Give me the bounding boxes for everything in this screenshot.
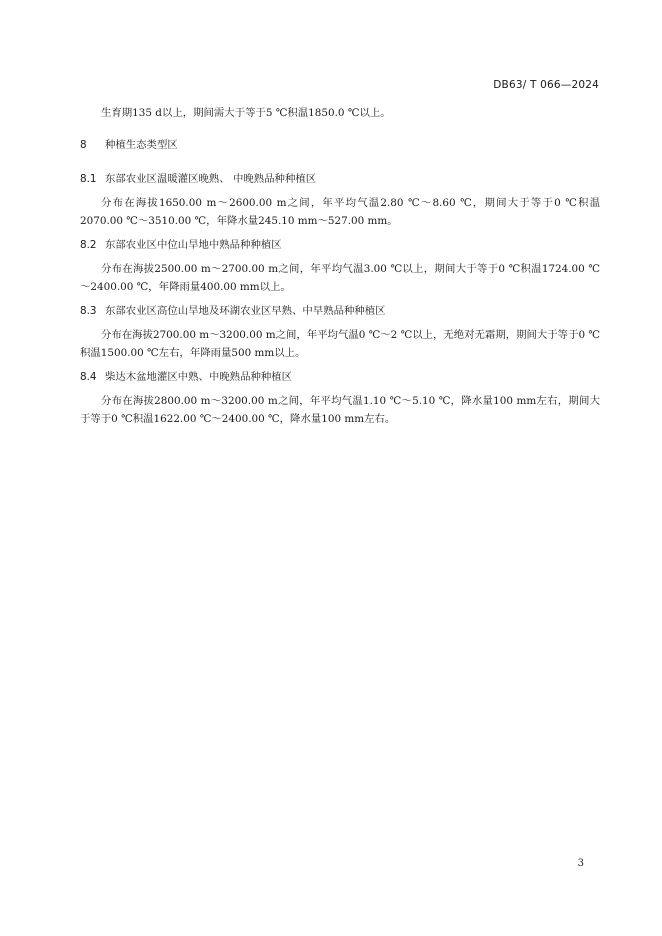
section-number: 8 — [80, 139, 87, 151]
subsection-body: 分布在海拔1650.00 m～2600.00 m之间，年平均气温2.80 ℃～8.60 ℃，期间大于等于0 ℃积温2070.00 ℃～3510.00 ℃，年降水量245.10 mm～527.00 mm。 — [80, 197, 600, 227]
subsection-number: 8.3 — [80, 305, 97, 317]
subsection-heading — [80, 368, 600, 386]
subsection-heading — [80, 236, 600, 254]
subsection-body: 分布在海拔2700.00 m～3200.00 m之间，年平均气温0 ℃～2 ℃以上，无绝对无霜期，期间大于等于0 ℃积温1500.00 ℃左右，年降雨量500 mm以上。 — [80, 329, 600, 359]
section-heading — [80, 136, 600, 154]
subsection-title: 东部农业区温暖灌区晚熟、 中晚熟品种种植区 — [105, 173, 317, 185]
page-number: 3 — [577, 858, 584, 869]
subsection-number: 8.4 — [80, 371, 97, 383]
subsection-body: 分布在海拔2500.00 m～2700.00 m之间，年平均气温3.00 ℃以上，期间大于等于0 ℃积温1724.00 ℃～2400.00 ℃，年降雨量400.00 mm以上。 — [80, 263, 600, 293]
subsection-title: 柴达木盆地灌区中熟、中晚熟品种种植区 — [105, 371, 293, 383]
subsection-number: 8.1 — [80, 173, 97, 185]
standard-code: DB63/ T 066—2024 — [493, 79, 599, 91]
section-title: 种植生态类型区 — [105, 139, 178, 151]
subsection-body: 分布在海拔2800.00 m～3200.00 m之间，年平均气温1.10 ℃～5.10 ℃，降水量100 mm左右，期间大于等于0 ℃积温1622.00 ℃～2400.00 ℃，降水量100 mm左右。 — [80, 395, 600, 425]
intro-paragraph: 生育期135 d以上，期间需大于等于5 ℃积温1850.0 ℃以上。 — [101, 107, 391, 119]
document-body — [80, 104, 600, 428]
subsection-heading — [80, 170, 600, 188]
subsection-title: 东部农业区中位山旱地中熟品种种植区 — [105, 239, 282, 251]
subsection-heading — [80, 302, 600, 320]
subsection-title: 东部农业区高位山旱地及环湖农业区早熟、中早熟品种种植区 — [105, 305, 386, 317]
subsection-number: 8.2 — [80, 239, 97, 251]
